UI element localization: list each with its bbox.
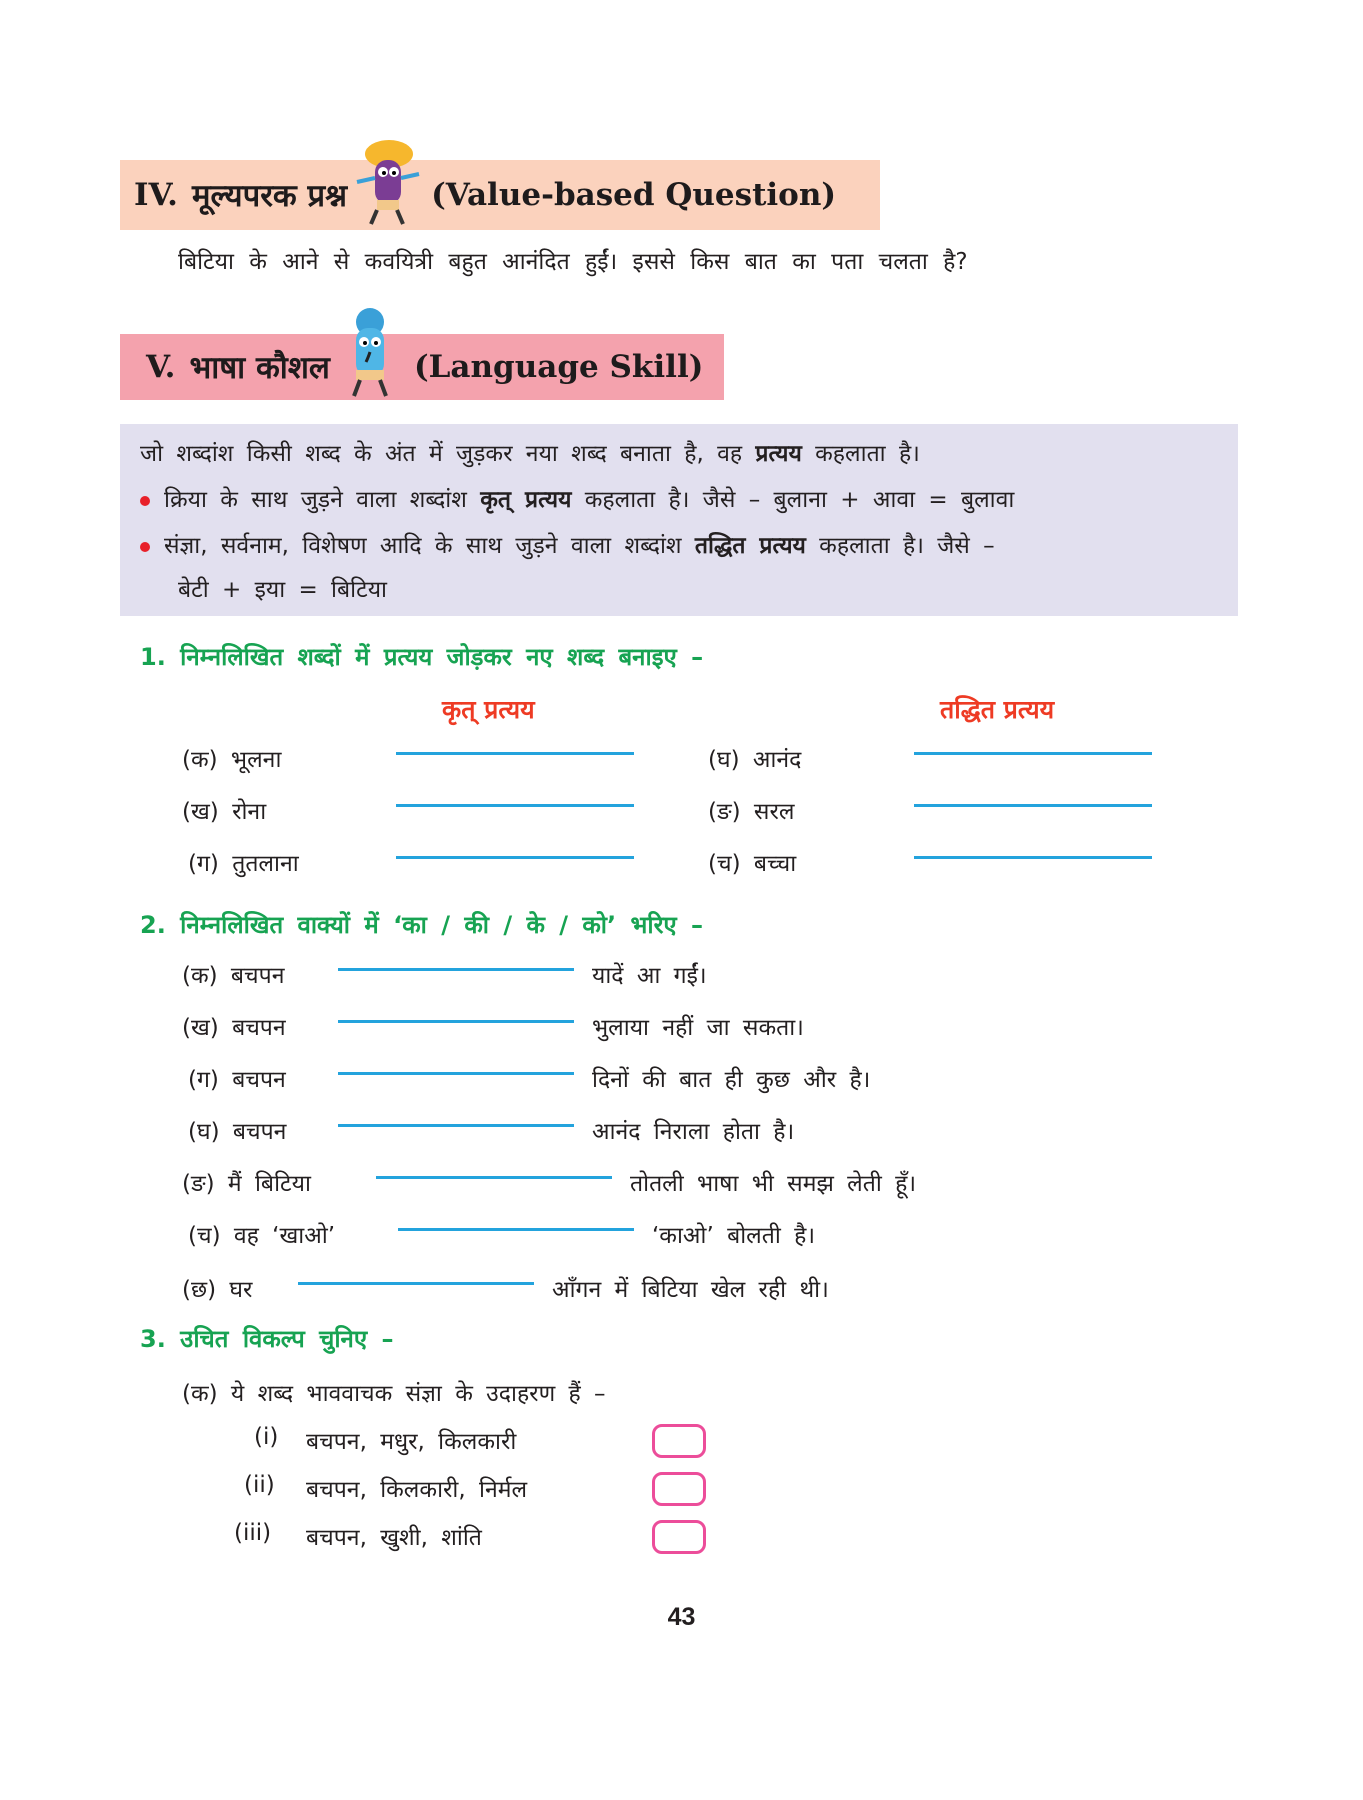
q3-option-num: (iii) — [234, 1520, 272, 1546]
section-5-english-title: (Language Skill) — [413, 349, 704, 385]
q2-item-post: आँगन में बिटिया खेल रही थी। — [552, 1277, 829, 1303]
q1-answer-line[interactable] — [396, 752, 634, 755]
q1-left-item: (क) भूलना — [182, 747, 282, 773]
info-definition-bold: प्रत्यय — [755, 441, 802, 467]
q3-option-checkbox[interactable] — [652, 1520, 706, 1554]
q2-heading: 2. निम्नलिखित वाक्यों में ‘का / की / के / को’ भरिए – — [140, 911, 704, 939]
page-number: 43 — [667, 1603, 696, 1631]
krit-bold: कृत् प्रत्यय — [480, 487, 572, 513]
q2-answer-line[interactable] — [338, 1072, 574, 1075]
q2-item-pre: (क) बचपन — [182, 963, 285, 989]
taddhit-bold: तद्धित प्रत्यय — [694, 533, 806, 559]
suffix-info-box — [120, 424, 1238, 616]
mascot-cap-icon — [330, 304, 408, 400]
section-4-banner — [120, 160, 880, 230]
q1-col-taddhit: तद्धित प्रत्यय — [940, 695, 1055, 724]
info-definition-text-end: कहलाता है। — [801, 441, 920, 467]
q1-answer-line[interactable] — [396, 804, 634, 807]
q3-option-num: (i) — [254, 1424, 279, 1450]
section-4-hindi-title: मूल्यपरक प्रश्न — [191, 178, 348, 214]
section-5-banner — [120, 334, 724, 400]
value-question: बिटिया के आने से कवयित्री बहुत आनंदित हुईं। इससे किस बात का पता चलता है? — [178, 249, 968, 275]
q2-item-pre: (च) वह ‘खाओ’ — [188, 1223, 336, 1249]
krit-example: कहलाता है। जैसे – बुलाना + आवा = बुलावा — [571, 487, 1015, 513]
q2-item-pre: (घ) बचपन — [188, 1119, 287, 1145]
q2-answer-line[interactable] — [338, 1124, 574, 1127]
section-5-number: V. — [146, 349, 176, 385]
q3-option-checkbox[interactable] — [652, 1472, 706, 1506]
q3-sub-question: (क) ये शब्द भाववाचक संज्ञा के उदाहरण हैं – — [182, 1381, 606, 1407]
q2-item-post: यादें आ गईं। — [592, 963, 707, 989]
q3-option-text: बचपन, मधुर, किलकारी — [306, 1429, 517, 1455]
q2-item-pre: (ग) बचपन — [188, 1067, 286, 1093]
q1-right-item: (ङ) सरल — [708, 799, 795, 825]
q2-item-post: ‘काओ’ बोलती है। — [652, 1223, 816, 1249]
q3-option-text: बचपन, किलकारी, निर्मल — [306, 1477, 528, 1503]
info-bullet-krit — [140, 482, 1014, 514]
q2-item-pre: (छ) घर — [182, 1277, 253, 1303]
info-bullet-taddhit — [140, 528, 995, 560]
q1-left-item: (ख) रोना — [182, 799, 267, 825]
bullet-icon — [140, 542, 150, 552]
q1-answer-line[interactable] — [914, 752, 1152, 755]
q2-answer-line[interactable] — [398, 1228, 634, 1231]
q3-option-num: (ii) — [244, 1472, 275, 1498]
bullet-icon — [140, 496, 150, 506]
q3-heading: 3. उचित विकल्प चुनिए – — [140, 1325, 394, 1353]
taddhit-text: संज्ञा, सर्वनाम, विशेषण आदि के साथ जुड़ने वाला शब्दांश — [164, 533, 695, 559]
section-4-number: IV. — [134, 177, 178, 213]
q2-answer-line[interactable] — [338, 1020, 574, 1023]
mascot-turban-icon — [347, 132, 425, 228]
q2-answer-line[interactable] — [298, 1282, 534, 1285]
info-definition — [140, 436, 920, 468]
q2-item-pre: (ङ) मैं बिटिया — [182, 1171, 311, 1197]
q1-answer-line[interactable] — [914, 856, 1152, 859]
section-5-hindi-title: भाषा कौशल — [189, 350, 330, 386]
q2-item-post: तोतली भाषा भी समझ लेती हूँ। — [630, 1171, 917, 1197]
krit-text: क्रिया के साथ जुड़ने वाला शब्दांश — [164, 487, 481, 513]
q3-option-text: बचपन, खुशी, शांति — [306, 1525, 482, 1551]
q1-left-item: (ग) तुतलाना — [188, 851, 299, 877]
taddhit-text-end: कहलाता है। जैसे – — [805, 533, 995, 559]
q2-item-pre: (ख) बचपन — [182, 1015, 286, 1041]
q1-col-krit: कृत् प्रत्यय — [442, 695, 535, 724]
q2-item-post: दिनों की बात ही कुछ और है। — [592, 1067, 871, 1093]
q1-right-item: (च) बच्चा — [708, 851, 797, 877]
q3-option-checkbox[interactable] — [652, 1424, 706, 1458]
section-4-english-title: (Value-based Question) — [431, 177, 837, 213]
q1-answer-line[interactable] — [396, 856, 634, 859]
q2-item-post: आनंद निराला होता है। — [592, 1119, 795, 1145]
q2-answer-line[interactable] — [338, 968, 574, 971]
q1-right-item: (घ) आनंद — [708, 747, 802, 773]
q2-item-post: भुलाया नहीं जा सकता। — [592, 1015, 804, 1041]
taddhit-example: बेटी + इया = बिटिया — [178, 577, 387, 603]
q1-heading: 1. निम्नलिखित शब्दों में प्रत्यय जोड़कर नए शब्द बनाइए – — [140, 643, 704, 671]
q1-answer-line[interactable] — [914, 804, 1152, 807]
info-definition-text: जो शब्दांश किसी शब्द के अंत में जुड़कर नया शब्द बनाता है, वह — [140, 441, 756, 467]
q2-answer-line[interactable] — [376, 1176, 612, 1179]
